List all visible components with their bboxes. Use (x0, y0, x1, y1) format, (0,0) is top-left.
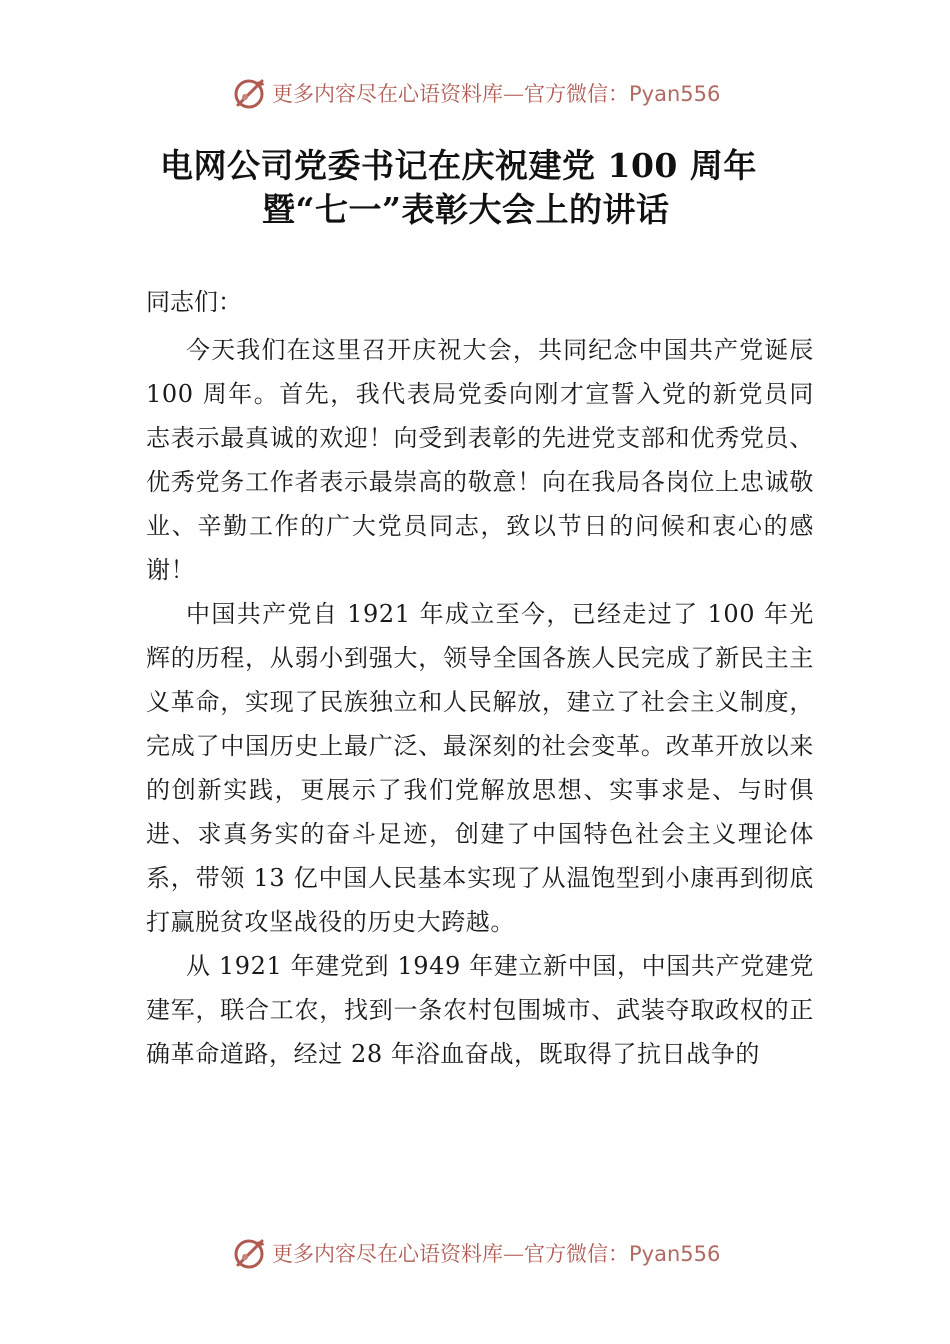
document-title-line-1: 电网公司党委书记在庆祝建党 100 周年 (160, 146, 757, 185)
wechat-id: Pyan556 (629, 82, 721, 106)
quill-logo-icon (232, 1235, 268, 1271)
quill-logo-icon (232, 75, 268, 111)
footer-banner (0, 1233, 950, 1273)
wechat-id: Pyan556 (629, 1242, 721, 1266)
salutation: 同志们： (146, 288, 242, 316)
paragraph: 今天我们在这里召开庆祝大会，共同纪念中国共产党诞辰 100 周年。首先，我代表局党委向刚才宣誓入党的新党员同志表示最真诚的欢迎！向受到表彰的先进党支部和优秀党员、优秀党务工作者表示最崇高的敬意！向在我局各岗位上忠诚敬业、辛勤工作的广大党员同志，致以节日的问候和衷心的感谢！ (146, 336, 814, 584)
paragraph: 中国共产党自 1921 年成立至今，已经走过了 100 年光辉的历程，从弱小到强大，领导全国各族人民完成了新民主主义革命，实现了民族独立和人民解放，建立了社会主义制度， 完成了中国历史上最广泛、最深刻的社会变革。改革开放以来的创新实践，更展示了我们党解放思想、实事求是、与时俱进、求真务实的奋斗足迹，创建了中国特色社会主义理论体系，带领 13 亿中国人民基本实现了从温饱型到小康再到彻底打赢脱贫攻坚战役的历史大跨越。 (146, 600, 814, 936)
banner-text: 更多内容尽在心语资料库—官方微信：Pyan556 (272, 82, 721, 106)
header-banner (0, 73, 950, 113)
document-body (146, 280, 814, 1076)
banner-text: 更多内容尽在心语资料库—官方微信：Pyan556 (272, 1242, 721, 1266)
paragraph: 从 1921 年建党到 1949 年建立新中国，中国共产党建党建军，联合工农，找到一条农村包围城市、武装夺取政权的正确革命道路，经过 28 年浴血奋战，既取得了抗日战争的 (146, 952, 814, 1068)
document-title-line-2: 暨“七一”表彰大会上的讲话 (262, 190, 670, 229)
